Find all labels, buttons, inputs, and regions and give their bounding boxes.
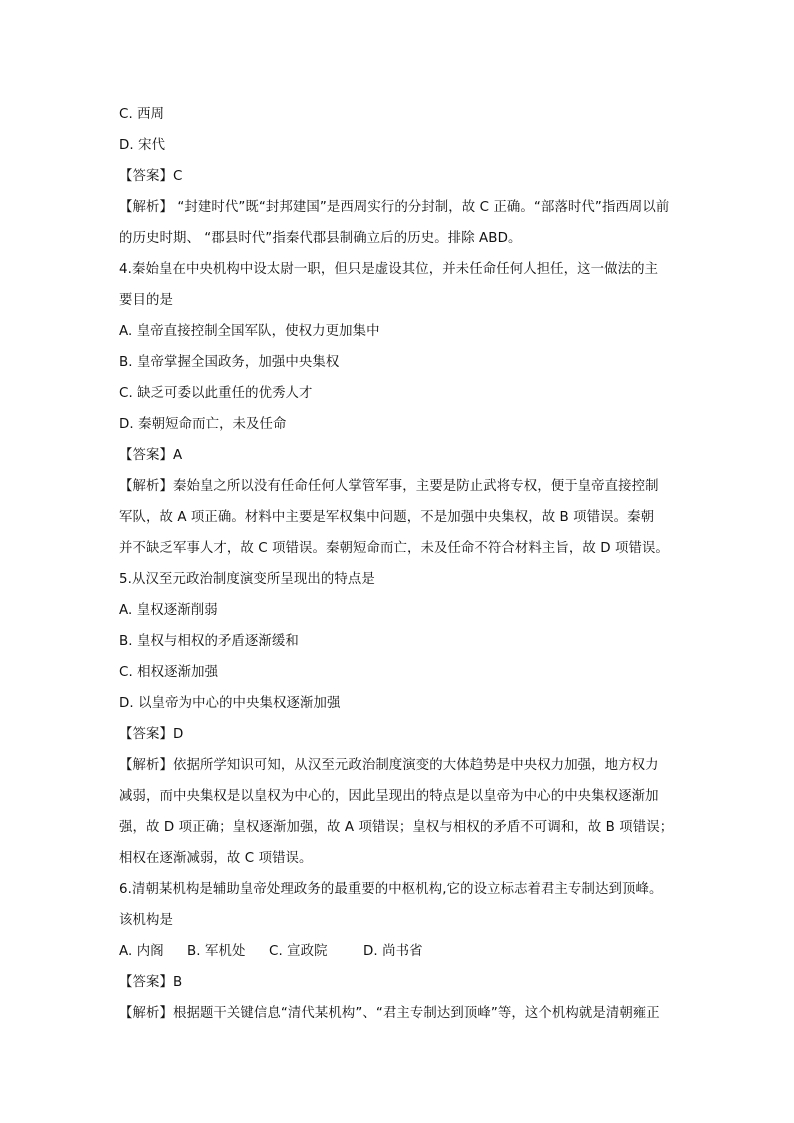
q4-opt-d-option: [119, 409, 679, 440]
q6-option-d: D. 尚书省: [363, 944, 423, 959]
q6-stem-question: [119, 874, 679, 936]
answer-line: 【答案】A: [119, 448, 183, 463]
question-line: 要目的是: [119, 293, 173, 308]
q5-opt-c-option: [119, 657, 679, 688]
analysis-line: 军队，故 A 项正确。材料中主要是军权集中问题，不是加强中央集权，故 B 项错误。秦朝: [119, 510, 655, 525]
q4-analysis-analysis: [119, 471, 679, 564]
analysis-line: 减弱，而中央集权是以皇权为中心的，因此呈现出的特点是以皇帝为中心的中央集权逐渐加: [119, 789, 659, 804]
q4-opt-c-option: [119, 378, 679, 409]
q3-opt-c-option: [119, 99, 679, 130]
q4-answer-answer: [119, 440, 679, 471]
option-line: D. 以皇帝为中心的中央集权逐渐加强: [119, 696, 341, 711]
q5-stem-question: [119, 564, 679, 595]
option-line: D. 宋代: [119, 138, 166, 153]
answer-line: 【答案】D: [119, 727, 184, 742]
analysis-line: 并不缺乏军事人才，故 C 项错误。秦朝短命而亡，未及任命不符合材料主旨，故 D 项错误。: [119, 541, 669, 556]
analysis-line: 的历史时期、 “郡县时代”指秦代郡县制确立后的历史。排除 ABD。: [119, 231, 522, 246]
option-line: C. 西周: [119, 107, 165, 122]
analysis-line: 【解析】 “封建时代”既“封邦建国”是西周实行的分封制，故 C 正确。“部落时代”指西周以前: [119, 200, 670, 215]
q4-stem-question: [119, 254, 679, 316]
option-line: A. 皇帝直接控制全国军队，使权力更加集中: [119, 324, 380, 339]
option-line: A. 皇权逐渐削弱: [119, 603, 218, 618]
q3-answer-answer: [119, 161, 679, 192]
document-page: [119, 99, 679, 1029]
q5-opt-a-option: [119, 595, 679, 626]
q4-opt-a-option: [119, 316, 679, 347]
q5-analysis-analysis: [119, 750, 679, 874]
q5-answer-answer: [119, 719, 679, 750]
q6-option-b: B. 军机处: [187, 944, 246, 959]
q6-answer-answer: [119, 967, 679, 998]
option-line: B. 皇帝掌握全国政务，加强中央集权: [119, 355, 340, 370]
analysis-line: 相权在逐渐减弱，故 C 项错误。: [119, 851, 313, 866]
option-line: D. 秦朝短命而亡，未及任命: [119, 417, 287, 432]
q4-opt-b-option: [119, 347, 679, 378]
q5-opt-d-option: [119, 688, 679, 719]
option-line: C. 相权逐渐加强: [119, 665, 219, 680]
q6-option-c: C. 宣政院: [269, 944, 328, 959]
analysis-line: 【解析】根据题干关键信息“清代某机构”、“君主专制达到顶峰”等，这个机构就是清朝雍正: [119, 1006, 660, 1021]
analysis-line: 【解析】秦始皇之所以没有任命任何人掌管军事，主要是防止武将专权，便于皇帝直接控制: [119, 479, 659, 494]
q6-analysis-analysis: [119, 998, 679, 1029]
question-blocks: [119, 99, 679, 936]
answer-line: 【答案】B: [119, 975, 183, 990]
q3-opt-d-option: [119, 130, 679, 161]
tail-question-blocks: [119, 967, 679, 1029]
option-line: C. 缺乏可委以此重任的优秀人才: [119, 386, 313, 401]
answer-line: 【答案】C: [119, 169, 183, 184]
q5-opt-b-option: [119, 626, 679, 657]
analysis-line: 强，故 D 项正确；皇权逐渐加强，故 A 项错误；皇权与相权的矛盾不可调和，故 B 项错误；: [119, 820, 674, 835]
q6-options: [119, 936, 679, 967]
question-line: 4.秦始皇在中央机构中设太尉一职，但只是虚设其位，并未任命任何人担任，这一做法的主: [119, 262, 659, 277]
question-line: 5.从汉至元政治制度演变所呈现出的特点是: [119, 572, 375, 587]
question-line: 6.清朝某机构是辅助皇帝处理政务的最重要的中枢机构,它的设立标志着君主专制达到顶峰。: [119, 882, 663, 897]
analysis-line: 【解析】依据所学知识可知，从汉至元政治制度演变的大体趋势是中央权力加强，地方权力: [119, 758, 659, 773]
option-line: B. 皇权与相权的矛盾逐渐缓和: [119, 634, 299, 649]
q6-option-a: A. 内阁: [119, 944, 164, 959]
question-line: 该机构是: [119, 913, 173, 928]
q3-analysis-analysis: [119, 192, 679, 254]
